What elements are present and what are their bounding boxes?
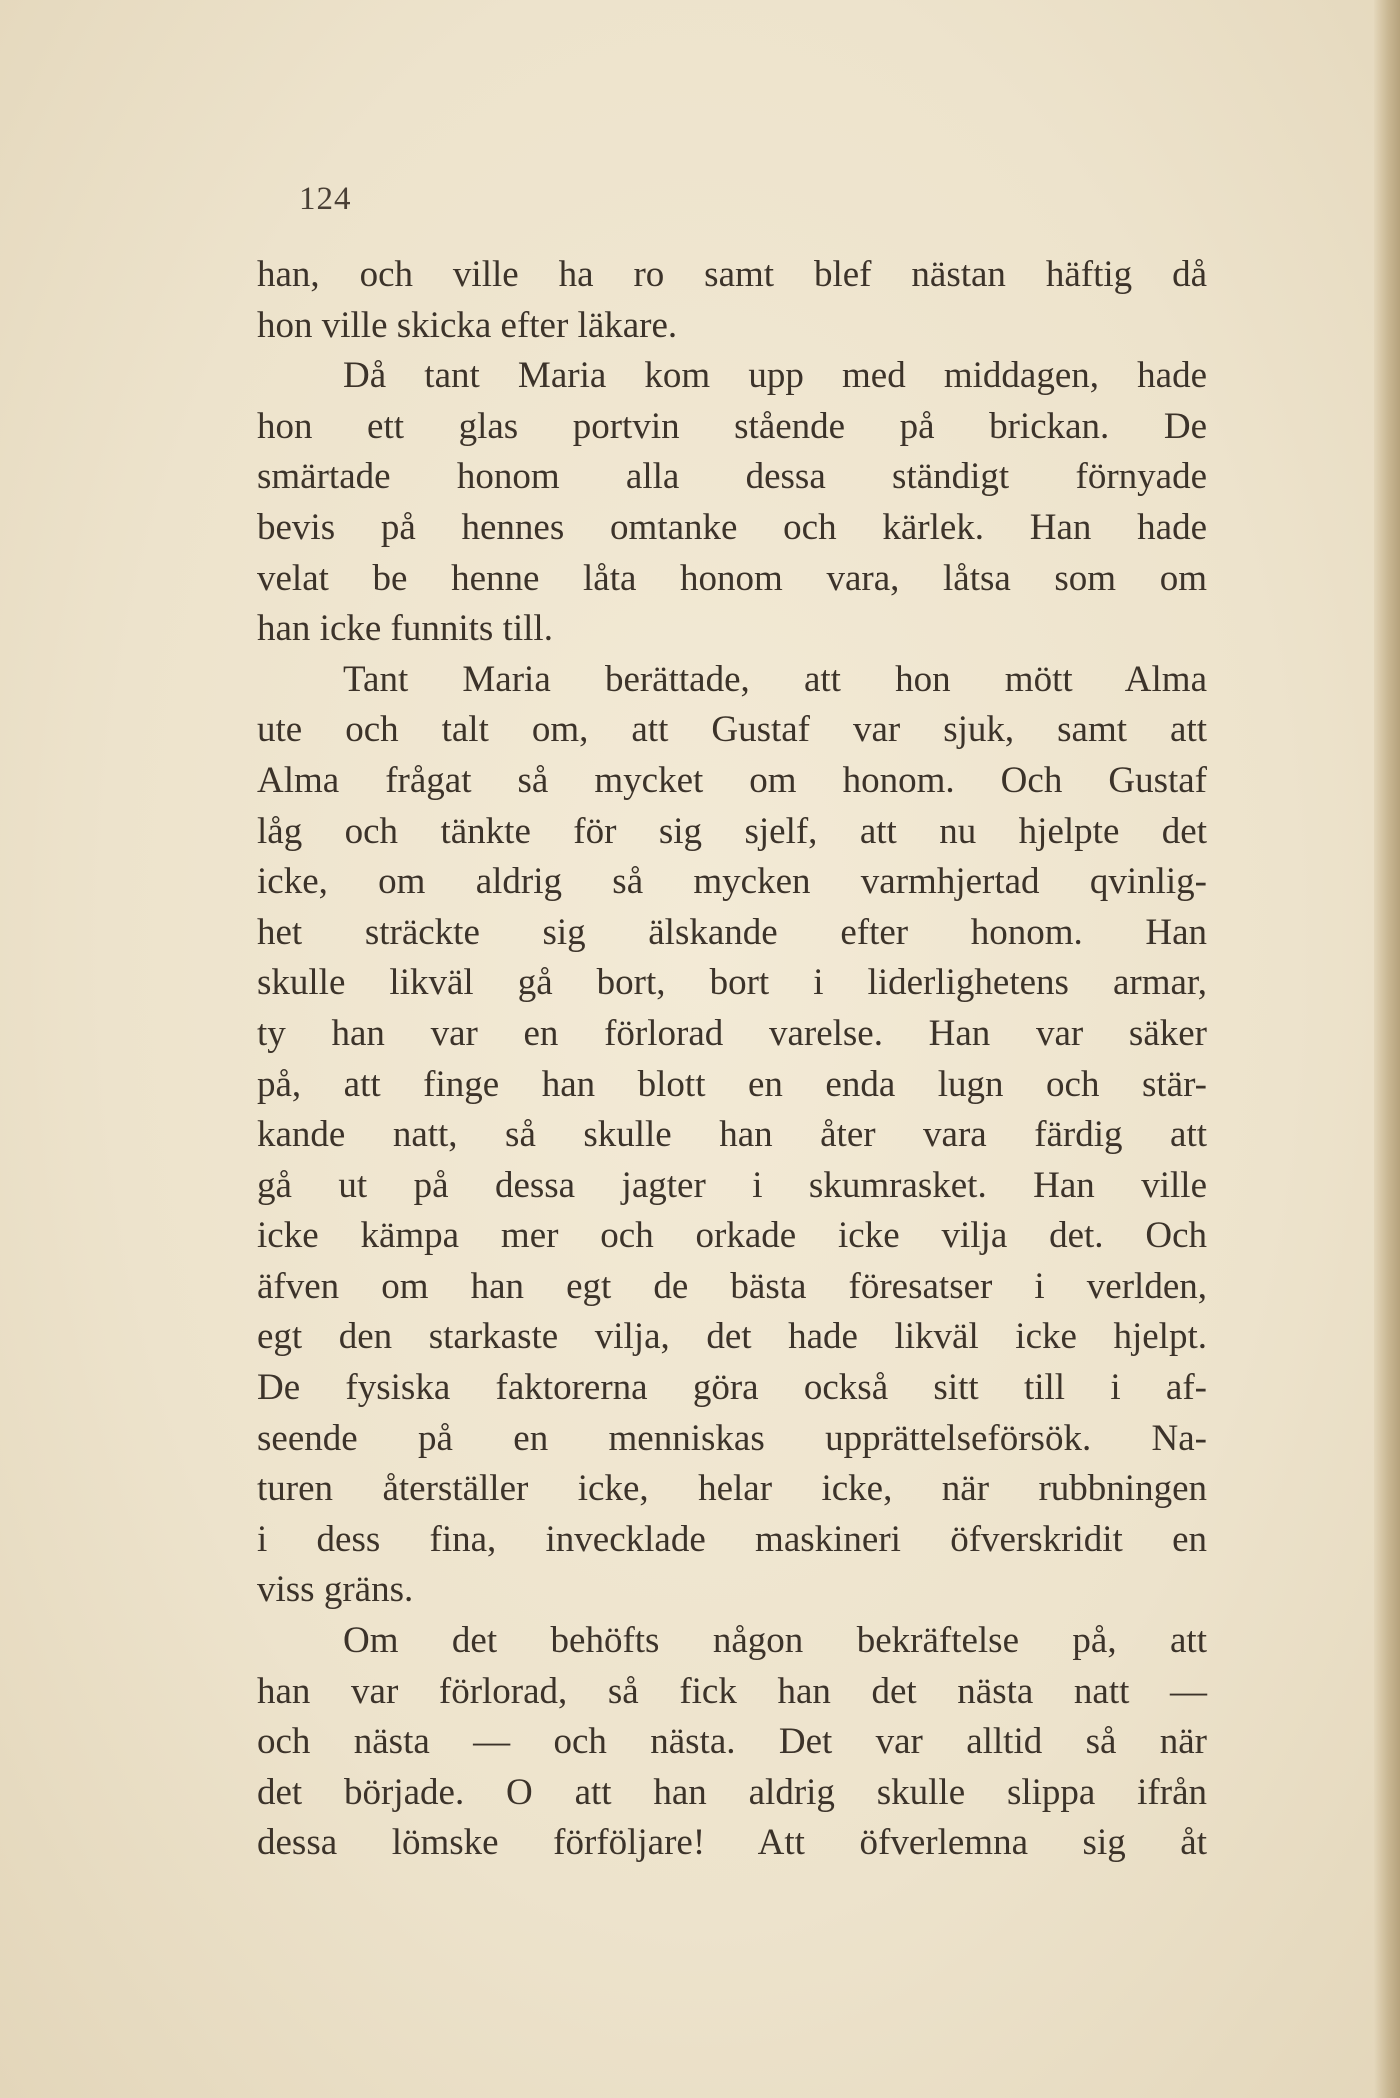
text-line: icke, om aldrig så mycken varmhjertad qvinlig- <box>257 861 1207 903</box>
text-line: på, att finge han blott en enda lugn och stär- <box>257 1063 1207 1105</box>
text-line: bevis på hennes omtanke och kärlek. Han hade <box>257 506 1207 548</box>
text-line: låg och tänkte för sig sjelf, att nu hjelpte det <box>257 810 1207 852</box>
text-line: Tant Maria berättade, att hon mött Alma <box>343 658 1207 700</box>
text-line: och nästa — och nästa. Det var alltid så när <box>257 1721 1207 1763</box>
text-line: Om det behöfts någon bekräftelse på, att <box>343 1620 1207 1662</box>
text-line: dessa lömske förföljare! Att öfverlemna sig åt <box>257 1822 1207 1864</box>
text-line: skulle likväl gå bort, bort i liderlighetens armar, <box>257 962 1207 1004</box>
text-line: han, och ville ha ro samt blef nästan häftig då <box>257 254 1207 295</box>
text-line: seende på en menniskas upprättelseförsök. Na- <box>257 1417 1207 1459</box>
text-line: han icke funnits till. <box>257 608 553 650</box>
text-line: Alma frågat så mycket om honom. Och Gustaf <box>257 759 1207 801</box>
text-line: kande natt, så skulle han åter vara färdig att <box>257 1114 1207 1156</box>
text-line: ute och talt om, att Gustaf var sjuk, samt att <box>257 709 1207 751</box>
body-text <box>257 250 1207 1869</box>
text-line: De fysiska faktorerna göra också sitt till i af- <box>257 1367 1207 1409</box>
text-line: het sträckte sig älskande efter honom. Han <box>257 911 1207 953</box>
text-line: han var förlorad, så fick han det nästa natt — <box>257 1670 1207 1712</box>
text-line: egt den starkaste vilja, det hade likväl icke hjelpt. <box>257 1316 1207 1358</box>
text-line: det började. O att han aldrig skulle slippa ifrån <box>257 1771 1207 1813</box>
text-line: viss gräns. <box>257 1569 414 1611</box>
text-line: hon ville skicka efter läkare. <box>257 304 678 346</box>
text-line: ty han var en förlorad varelse. Han var säker <box>257 1012 1207 1054</box>
page-edge-shadow <box>1374 0 1400 2098</box>
text-line: Då tant Maria kom upp med middagen, hade <box>343 355 1207 397</box>
text-line: äfven om han egt de bästa föresatser i verlden, <box>257 1265 1207 1307</box>
text-line: smärtade honom alla dessa ständigt förnyade <box>257 456 1207 498</box>
text-line: velat be henne låta honom vara, låtsa som om <box>257 557 1207 599</box>
text-line: gå ut på dessa jagter i skumrasket. Han ville <box>257 1164 1207 1206</box>
page-number: 124 <box>299 181 352 217</box>
text-line: hon ett glas portvin stående på brickan. De <box>257 405 1207 447</box>
text-line: icke kämpa mer och orkade icke vilja det. Och <box>257 1215 1207 1257</box>
text-line: turen återställer icke, helar icke, när rubbningen <box>257 1468 1207 1510</box>
text-line: i dess fina, invecklade maskineri öfverskridit en <box>257 1518 1207 1560</box>
